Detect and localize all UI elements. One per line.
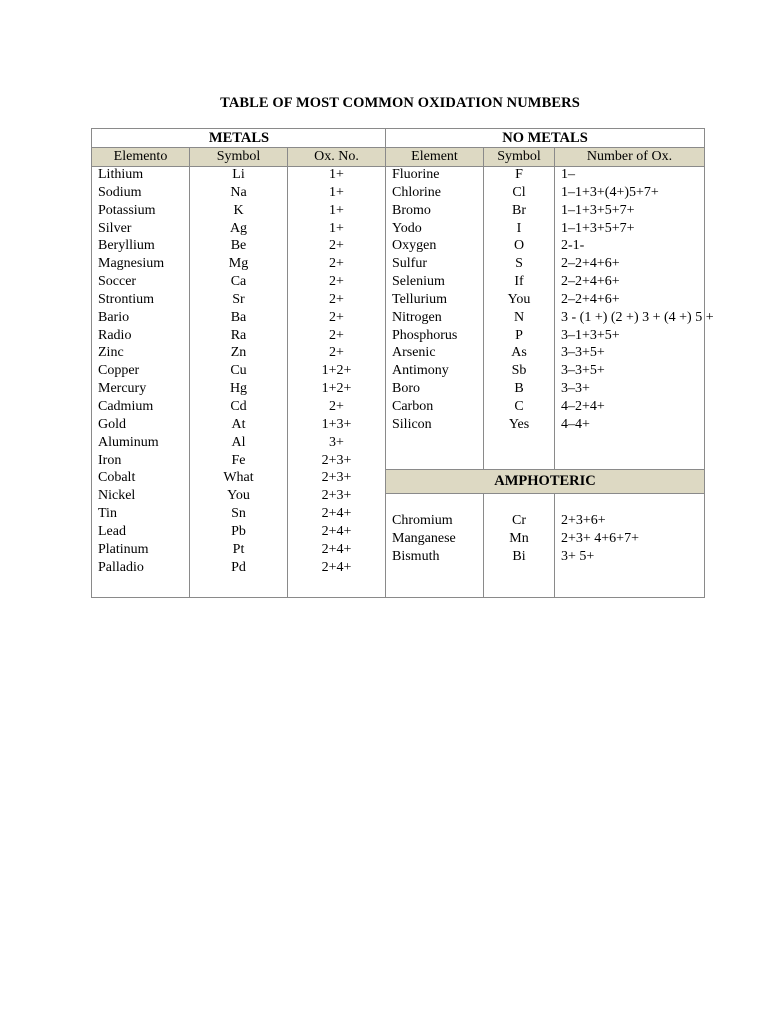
metal-symbol-cell: Ag (229, 220, 248, 236)
metal-element-cell: Radio (98, 327, 132, 343)
metal-symbol-cell: You (227, 488, 250, 504)
nonmetal-symbol-cell: B (514, 381, 524, 397)
metal-oxno-cell: 2+3+ (321, 470, 352, 486)
metal-element-cell: Platinum (98, 541, 149, 557)
metal-symbol-cell: Cd (230, 398, 247, 414)
metal-element-cell: Zinc (98, 345, 124, 361)
metal-symbol-cell: Hg (229, 381, 248, 397)
metal-oxno-cell: 3+ (329, 434, 344, 450)
metals-symbol-column (190, 166, 287, 576)
metal-oxno-cell: 2+ (329, 291, 344, 307)
amphoteric-oxno-cell: 2+3+6+ (561, 513, 606, 528)
nonmetals-element-column (392, 166, 482, 434)
metal-oxno-cell: 2+4+ (321, 506, 352, 522)
nonmetal-element-cell: Tellurium (392, 291, 448, 307)
metal-oxno-cell: 2+ (329, 274, 344, 290)
metal-symbol-cell: Pd (231, 559, 246, 575)
nonmetal-element-cell: Phosphorus (392, 327, 458, 343)
metal-symbol-cell: Ra (230, 327, 247, 343)
nonmetal-oxno-cell: 2-1- (561, 238, 585, 254)
metal-element-cell: Lithium (98, 167, 144, 182)
amphoteric-element-column (392, 512, 482, 566)
nonmetal-oxno-cell: 2–2+4+6+ (561, 274, 620, 290)
nonmetal-oxno-cell: 2–2+4+6+ (561, 256, 620, 272)
metal-element-cell: Sodium (98, 184, 142, 200)
metals-header: METALS (208, 130, 270, 146)
amphoteric-symbol-column (484, 512, 554, 566)
amphoteric-symbol-cell: Bi (512, 548, 526, 564)
nonmetal-symbol-cell: If (514, 274, 524, 290)
amphoteric-header: AMPHOTERIC (494, 473, 596, 489)
metal-element-cell: Palladio (98, 559, 144, 575)
metal-symbol-cell: Cu (230, 363, 247, 379)
amphoteric-oxno-column (561, 512, 701, 566)
nonmetal-symbol-cell: F (515, 167, 523, 182)
nonmetal-element-cell: Arsenic (392, 345, 436, 361)
nonmetal-symbol-cell: C (514, 398, 524, 414)
metal-element-cell: Bario (98, 309, 130, 325)
metal-symbol-cell: Ba (230, 309, 247, 325)
metal-symbol-cell: Li (232, 167, 245, 182)
nonmetal-symbol-cell: N (513, 309, 525, 325)
metal-oxno-cell: 1+ (329, 202, 344, 218)
metal-element-cell: Potassium (98, 202, 156, 218)
metal-symbol-cell: K (233, 202, 244, 218)
nonmetals-col-oxno: Number of Ox. (586, 149, 673, 164)
metal-oxno-cell: 1+ (329, 167, 344, 182)
metal-element-cell: Magnesium (98, 256, 165, 272)
metal-element-cell: Tin (98, 506, 117, 522)
amphoteric-element-cell: Manganese (392, 530, 456, 546)
nonmetal-oxno-cell: 1–1+3+5+7+ (561, 202, 635, 218)
metal-element-cell: Aluminum (98, 434, 159, 450)
metal-oxno-cell: 2+ (329, 327, 344, 343)
metal-element-cell: Lead (98, 523, 126, 539)
metal-oxno-cell: 1+ (329, 184, 344, 200)
nonmetal-symbol-cell: As (511, 345, 527, 361)
metal-oxno-cell: 2+ (329, 309, 344, 325)
nonmetal-oxno-cell: 3–3+5+ (561, 345, 605, 361)
nonmetal-symbol-cell: Cl (512, 184, 526, 200)
rule (385, 129, 386, 597)
rule (554, 147, 555, 469)
nonmetal-element-cell: Sulfur (392, 256, 427, 272)
nonmetal-symbol-cell: I (516, 220, 522, 236)
nonmetal-element-cell: Yodo (392, 220, 422, 236)
metal-symbol-cell: Be (230, 238, 247, 254)
metal-oxno-cell: 2+ (329, 256, 344, 272)
nonmetal-element-cell: Bromo (392, 202, 431, 218)
amphoteric-symbol-cell: Cr (512, 513, 526, 528)
metal-oxno-cell: 1+2+ (321, 381, 352, 397)
nonmetal-oxno-cell: 2–2+4+6+ (561, 291, 620, 307)
nonmetal-element-cell: Chlorine (392, 184, 441, 200)
metal-symbol-cell: Al (231, 434, 246, 450)
metal-element-cell: Iron (98, 452, 122, 468)
metal-oxno-cell: 2+4+ (321, 559, 352, 575)
rule (386, 493, 704, 494)
amphoteric-element-cell: Bismuth (392, 548, 440, 564)
metal-symbol-cell: Pt (232, 541, 245, 557)
metal-symbol-cell: Na (230, 184, 247, 200)
nonmetal-element-cell: Nitrogen (392, 309, 442, 325)
nonmetal-element-cell: Fluorine (392, 167, 440, 182)
metals-col-oxno: Ox. No. (314, 149, 359, 164)
metal-element-cell: Mercury (98, 381, 147, 397)
metal-oxno-cell: 1+2+ (321, 363, 352, 379)
nonmetal-element-cell: Antimony (392, 363, 449, 379)
metal-element-cell: Beryllium (98, 238, 155, 254)
metal-oxno-cell: 2+4+ (321, 541, 352, 557)
metal-element-cell: Cobalt (98, 470, 136, 486)
nonmetal-oxno-cell: 1–1+3+5+7+ (561, 220, 635, 236)
nonmetal-symbol-cell: Yes (508, 416, 530, 432)
nonmetal-oxno-cell: 4–2+4+ (561, 398, 605, 414)
nonmetals-symbol-column (484, 166, 554, 434)
nonmetal-element-cell: Carbon (392, 398, 434, 414)
nonmetal-oxno-cell: 1– (561, 167, 575, 182)
metal-symbol-cell: Pb (231, 523, 246, 539)
nonmetal-symbol-cell: P (515, 327, 523, 343)
nonmetal-symbol-cell: You (507, 291, 531, 307)
oxidation-table (91, 128, 714, 598)
metal-element-cell: Strontium (98, 291, 155, 307)
nonmetal-oxno-cell: 3–1+3+5+ (561, 327, 620, 343)
amphoteric-oxno-cell: 2+3+ 4+6+7+ (561, 530, 639, 546)
metal-element-cell: Gold (98, 416, 126, 432)
metal-symbol-cell: Fe (231, 452, 246, 468)
nonmetal-element-cell: Boro (392, 381, 420, 397)
nonmetal-oxno-cell: 3–3+ (561, 381, 590, 397)
metal-symbol-cell: What (223, 470, 254, 486)
metal-element-cell: Nickel (98, 488, 136, 504)
nonmetal-oxno-cell: 3 - (1 +) (2 +) 3 + (4 +) 5 + (561, 309, 714, 325)
nonmetal-symbol-cell: S (515, 256, 523, 272)
metal-element-cell: Soccer (98, 274, 137, 290)
metal-symbol-cell: Sr (232, 291, 245, 307)
metal-oxno-cell: 1+ (329, 220, 344, 236)
page-title: TABLE OF MOST COMMON OXIDATION NUMBERS (220, 95, 580, 111)
metal-symbol-cell: At (231, 416, 246, 432)
metal-oxno-cell: 1+3+ (321, 416, 352, 432)
metal-symbol-cell: Ca (230, 274, 247, 290)
metal-element-cell: Copper (98, 363, 140, 379)
metals-oxno-column (288, 166, 385, 576)
nonmetal-symbol-cell: O (513, 238, 525, 254)
metals-element-column (98, 166, 188, 576)
metal-element-cell: Cadmium (98, 398, 154, 414)
nonmetal-oxno-cell: 4–4+ (561, 416, 590, 432)
metals-col-element: Elemento (113, 149, 168, 164)
nonmetal-oxno-cell: 1–1+3+(4+)5+7+ (561, 184, 659, 200)
nonmetal-symbol-cell: Br (512, 202, 526, 218)
nonmetals-col-symbol: Symbol (497, 149, 541, 164)
rule (554, 493, 555, 597)
metals-col-symbol: Symbol (216, 149, 261, 164)
nonmetal-element-cell: Oxygen (392, 238, 437, 254)
nonmetals-oxno-column (561, 166, 714, 434)
metal-oxno-cell: 2+3+ (321, 452, 352, 468)
metal-oxno-cell: 2+4+ (321, 523, 352, 539)
amphoteric-oxno-cell: 3+ 5+ (561, 548, 595, 564)
nonmetals-col-element: Element (411, 149, 458, 164)
metal-oxno-cell: 2+ (329, 398, 344, 414)
metal-oxno-cell: 2+3+ (321, 488, 352, 504)
nonmetal-symbol-cell: Sb (511, 363, 527, 379)
metal-oxno-cell: 2+ (329, 345, 344, 361)
metal-oxno-cell: 2+ (329, 238, 344, 254)
nonmetal-element-cell: Silicon (392, 416, 432, 432)
amphoteric-element-cell: Chromium (392, 513, 453, 528)
nonmetal-oxno-cell: 3–3+5+ (561, 363, 605, 379)
nonmetal-element-cell: Selenium (392, 274, 445, 290)
metal-symbol-cell: Zn (230, 345, 247, 361)
metal-symbol-cell: Mg (228, 256, 249, 272)
amphoteric-symbol-cell: Mn (509, 530, 529, 546)
nonmetals-header: NO METALS (502, 130, 588, 146)
metal-element-cell: Silver (98, 220, 132, 236)
metal-symbol-cell: Sn (231, 506, 246, 522)
